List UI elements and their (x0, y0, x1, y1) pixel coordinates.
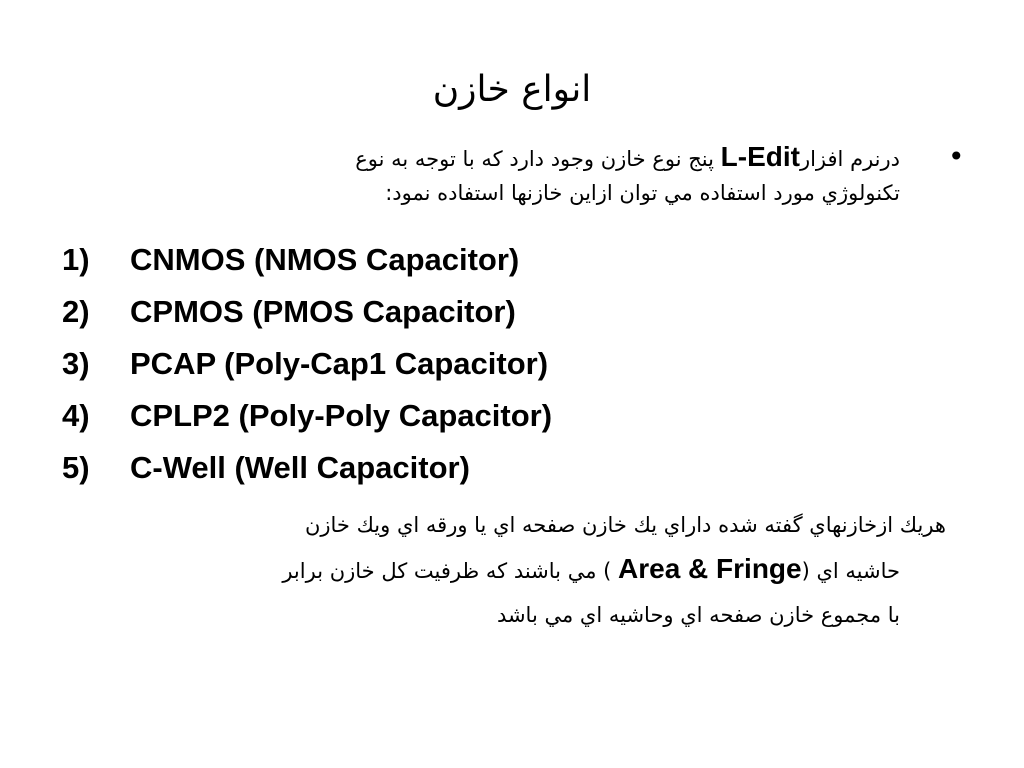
software-name: L-Edit (720, 141, 800, 172)
description-paragraph (60, 503, 946, 637)
list-item-label: PCAP (Poly-Cap1 Capacitor) (130, 346, 549, 381)
list-item (62, 234, 552, 286)
list-item-number: 5) (62, 450, 90, 485)
intro-bullet-text (150, 140, 900, 210)
list-item-number: 4) (62, 398, 90, 433)
paragraph-line-2 (60, 547, 946, 593)
list-item (62, 286, 552, 338)
list-item-number: 3) (62, 346, 90, 381)
list-item-label: CNMOS (NMOS Capacitor) (130, 242, 520, 277)
paragraph-line-3: با مجموع خازن صفحه اي وحاشيه اي مي باشد (496, 603, 900, 627)
list-item (62, 442, 552, 494)
list-item (62, 338, 552, 390)
capacitor-type-list (62, 234, 552, 494)
intro-line-1-after: پنج نوع خازن وجود دارد كه با توجه به نوع (355, 147, 714, 171)
list-item-number: 2) (62, 294, 90, 329)
intro-line-1-before: درنرم افزار (799, 147, 900, 171)
list-item (62, 390, 552, 442)
slide-title: انواع خازن (432, 69, 592, 110)
intro-line-2: تكنولوژي مورد استفاده مي توان ازاين خازنها استفاده نمود: (385, 181, 900, 205)
intro-line-1 (150, 140, 900, 176)
area-fringe-term: Area & Fringe (618, 553, 802, 584)
bullet-symbol: • (948, 140, 965, 173)
paragraph-line-1: هريك ازخازنهاي گفته شده داراي يك خازن صفحه اي يا ورقه اي ويك خازن (304, 513, 946, 537)
list-item-label: CPMOS (PMOS Capacitor) (130, 294, 516, 329)
paragraph-line-2-after: ) مي باشند كه ظرفيت كل خازن برابر (282, 559, 612, 583)
list-item-number: 1) (62, 242, 90, 277)
paragraph-line-2-before: حاشيه اي ( (801, 559, 900, 583)
list-item-label: C-Well (Well Capacitor) (130, 450, 470, 485)
list-item-label: CPLP2 (Poly-Poly Capacitor) (130, 398, 553, 433)
